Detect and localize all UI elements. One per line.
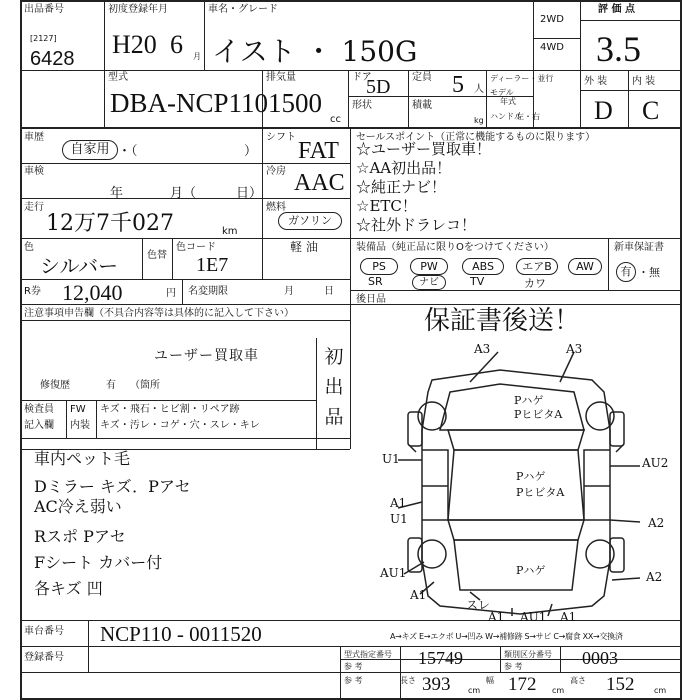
equip-tv: TV — [470, 275, 485, 288]
width-unit: cm — [552, 686, 565, 695]
selling-point-2: ☆AA初出品！ — [356, 159, 452, 177]
equip-leather: カワ — [524, 277, 546, 290]
selling-point-5: ☆社外ドラレコ！ — [356, 216, 477, 234]
inspector-fw-items: キズ・飛石・ヒビ割・リペア跡 — [100, 404, 240, 415]
diagram-legend: A→キズ E→エクボ U→凹み W→補修跡 S→サビ C→腐食 XX→交換済 — [390, 632, 623, 641]
name-change-label: 名変期限 — [188, 286, 228, 297]
handle-value: 左・右 — [516, 112, 540, 121]
ext-label: 外 装 — [584, 76, 608, 87]
capacity-label: 定員 — [412, 72, 432, 83]
recycle-value: 12,040 — [62, 280, 123, 305]
shape-label: 形状 — [352, 100, 372, 111]
fuel-diesel: 軽 油 — [290, 240, 318, 254]
history-value: 自家用 — [62, 140, 118, 160]
lot-sub: [2127] — [30, 34, 57, 43]
color-value: シルバー — [40, 254, 119, 278]
diagram-note-roof-2: PヒビタA — [516, 486, 565, 499]
model-label: 型式 — [108, 72, 128, 83]
length-label: 長さ — [400, 676, 416, 685]
eval-label: 評 価 点 — [598, 4, 635, 15]
diagram-mark-a1-rear-right: A1 — [560, 610, 577, 624]
capacity-unit: 人 — [474, 84, 484, 95]
type-designation-label: 型式指定番号 — [344, 650, 392, 659]
history-paren: ・（ — [118, 144, 138, 159]
diagram-mark-au2: AU2 — [642, 456, 669, 470]
int-grade: C — [642, 96, 660, 125]
carname-value: イスト ・ 150G — [212, 35, 418, 68]
mileage-value: 12万7千027 — [46, 211, 174, 236]
new-warranty-label: 新車保証書 — [614, 242, 664, 253]
door-value: 5D — [366, 76, 391, 98]
lot-label: 出品番号 — [24, 4, 64, 15]
fuel-gas: ガソリン — [278, 212, 342, 230]
carname-label: 車名・グレード — [208, 4, 278, 15]
first-reg-label: 初度登録年月 — [108, 4, 168, 15]
eval-score: 3.5 — [596, 29, 641, 69]
load-label: 積載 — [412, 100, 432, 111]
diagram-mark-a2-rear: A2 — [646, 570, 663, 584]
selling-point-1: ☆ユーザー買取車！ — [356, 140, 492, 158]
diagram-note-trunk: Pハゲ — [516, 564, 546, 577]
lot-number: 6428 — [30, 48, 75, 70]
first-reg-month: 6 — [170, 30, 183, 59]
diagram-mark-a1-rear: A1 — [488, 610, 505, 624]
diagram-mark-a1-left: A1 — [390, 496, 407, 510]
first-reg-era: H20 — [112, 30, 157, 59]
int-label: 内 装 — [632, 76, 656, 87]
hand-note-1: 車内ペット毛 — [34, 449, 131, 468]
diagram-mark-a3-right: A3 — [566, 342, 583, 356]
load-unit: kg — [474, 116, 484, 125]
inspector-fw-label: FW — [70, 404, 86, 415]
diagram-mark-a3-left: A3 — [474, 342, 491, 356]
length-unit: cm — [468, 686, 481, 695]
name-change-month: 月 — [284, 286, 294, 297]
diagram-note-roof-1: Pハゲ — [516, 470, 546, 483]
hand-note-3: AC冷え弱い — [34, 497, 122, 516]
drive-4wd: 4WD — [540, 42, 564, 53]
height-unit: cm — [654, 686, 667, 695]
equip-ps: PS — [360, 258, 398, 275]
dealer-label: ディーラー・並行 — [490, 74, 554, 83]
selling-point-4: ☆ETC！ — [356, 197, 417, 215]
warranty-yes: 有 — [616, 262, 636, 282]
repair-value: 有 — [106, 380, 116, 391]
height-value: 152 — [606, 674, 635, 695]
diagram-mark-u1-left: U1 — [382, 452, 400, 466]
history-label: 車歴 — [24, 132, 44, 143]
class-value: 0003 — [582, 648, 618, 668]
fuel-label: 燃料 — [266, 202, 286, 213]
model-year-label2: 年式 — [500, 97, 516, 106]
capacity-value: 5 — [452, 72, 464, 98]
class-label: 類別区分番号 — [504, 650, 552, 659]
type-designation-value: 15749 — [418, 648, 463, 668]
handle-label: ハンドル — [490, 112, 522, 121]
displacement-unit: cc — [330, 114, 341, 125]
height-label: 高さ — [570, 676, 586, 685]
equip-navi: ナビ — [412, 275, 446, 290]
color-label: 色 — [24, 242, 34, 253]
reg-label: 登録番号 — [24, 652, 64, 663]
chassis-label: 車台番号 — [24, 626, 64, 637]
model-year-label1: モデル — [490, 88, 514, 97]
name-change-day: 日 — [324, 286, 334, 297]
dims-ref-label: 参 考 — [344, 676, 363, 685]
equip-pw: PW — [410, 258, 448, 275]
chassis-value: NCP110 - 0011520 — [100, 622, 262, 646]
cooling-value: AAC — [294, 170, 345, 196]
cooling-label: 冷房 — [266, 166, 286, 177]
width-label: 幅 — [486, 676, 494, 685]
diagram-mark-sure: スレ — [466, 598, 491, 612]
equip-abs: ABS — [462, 258, 504, 275]
history-close: ） — [244, 144, 258, 159]
hand-note-6: 各キズ 凹 — [34, 579, 103, 598]
later-docs-value: 保証書後送！ — [424, 306, 581, 336]
length-value: 393 — [422, 674, 451, 695]
equip-aw: AW — [568, 258, 602, 275]
repair-paren-open: （ — [130, 380, 140, 391]
color-swap-label: 色替 — [147, 250, 167, 261]
diagram-note-hood-1: Pハゲ — [514, 394, 544, 407]
shift-value: FAT — [298, 138, 339, 164]
repair-label: 修復歴 — [40, 380, 70, 391]
equip-airbag: エアB — [516, 258, 558, 275]
repair-paren-close: 箇所 — [140, 380, 160, 391]
notes-main: ユーザー買取車 — [154, 348, 259, 364]
drive-2wd: 2WD — [540, 14, 564, 25]
diagram-mark-au1-left: AU1 — [380, 566, 407, 580]
warranty-no: ・無 — [638, 266, 660, 279]
equipment-title: 装備品（純正品に限りOをつけてください） — [356, 242, 554, 253]
inspector-int-label: 内装 — [70, 420, 90, 431]
selling-point-3: ☆純正ナビ！ — [356, 178, 447, 196]
diagram-note-hood-2: PヒビタA — [514, 408, 563, 421]
hand-note-5: Fシート カバー付 — [34, 553, 163, 572]
displacement-label: 排気量 — [266, 72, 296, 83]
inspection-label: 車検 — [24, 166, 44, 177]
first-reg-month-unit: 月 — [193, 52, 201, 61]
mileage-unit: km — [222, 226, 238, 237]
inspector-int-items: キズ・汚レ・コゲ・穴・スレ・キレ — [100, 420, 260, 431]
selling-points-title: セールスポイント（正常に機能するものに限ります） — [356, 132, 596, 143]
displacement-value: 1500 — [268, 88, 322, 118]
inspection-year: 年 — [110, 186, 124, 201]
diagram-mark-a2-right: A2 — [648, 516, 665, 530]
hand-note-4: Rスポ Pアセ — [34, 527, 126, 546]
notes-stamp: 初出品 — [324, 346, 344, 428]
hand-note-2: Dミラー キズ．Pアセ — [34, 477, 191, 496]
color-code-value: 1E7 — [196, 254, 229, 276]
model-value: DBA-NCP110 — [110, 88, 269, 118]
door-label: ドア — [352, 72, 372, 83]
recycle-label: R券 — [24, 286, 41, 297]
inspector-label-2: 記入欄 — [24, 420, 54, 431]
width-value: 172 — [508, 674, 537, 695]
type-ref-label: 参 考 — [344, 662, 363, 671]
diagram-mark-a1-rear-left: A1 — [410, 588, 427, 602]
diagram-mark-u1-left2: U1 — [390, 512, 408, 526]
notes-title: 注意事項申告欄（不具合内容等は具体的に記入して下さい） — [24, 308, 294, 319]
equip-sr: SR — [368, 275, 383, 288]
diagram-mark-au1-rear: AU1 — [520, 610, 547, 624]
ext-grade: D — [594, 96, 613, 125]
inspector-label-1: 検査員 — [24, 404, 54, 415]
later-docs-label: 後日品 — [356, 294, 386, 305]
shift-label: シフト — [266, 132, 296, 143]
mileage-label: 走行 — [24, 202, 44, 213]
inspection-month: 月（ — [170, 186, 197, 201]
recycle-unit: 円 — [166, 288, 176, 299]
class-ref-label: 参 考 — [504, 662, 523, 671]
color-code-label: 色コード — [176, 242, 216, 253]
inspection-day: 日） — [236, 186, 263, 201]
